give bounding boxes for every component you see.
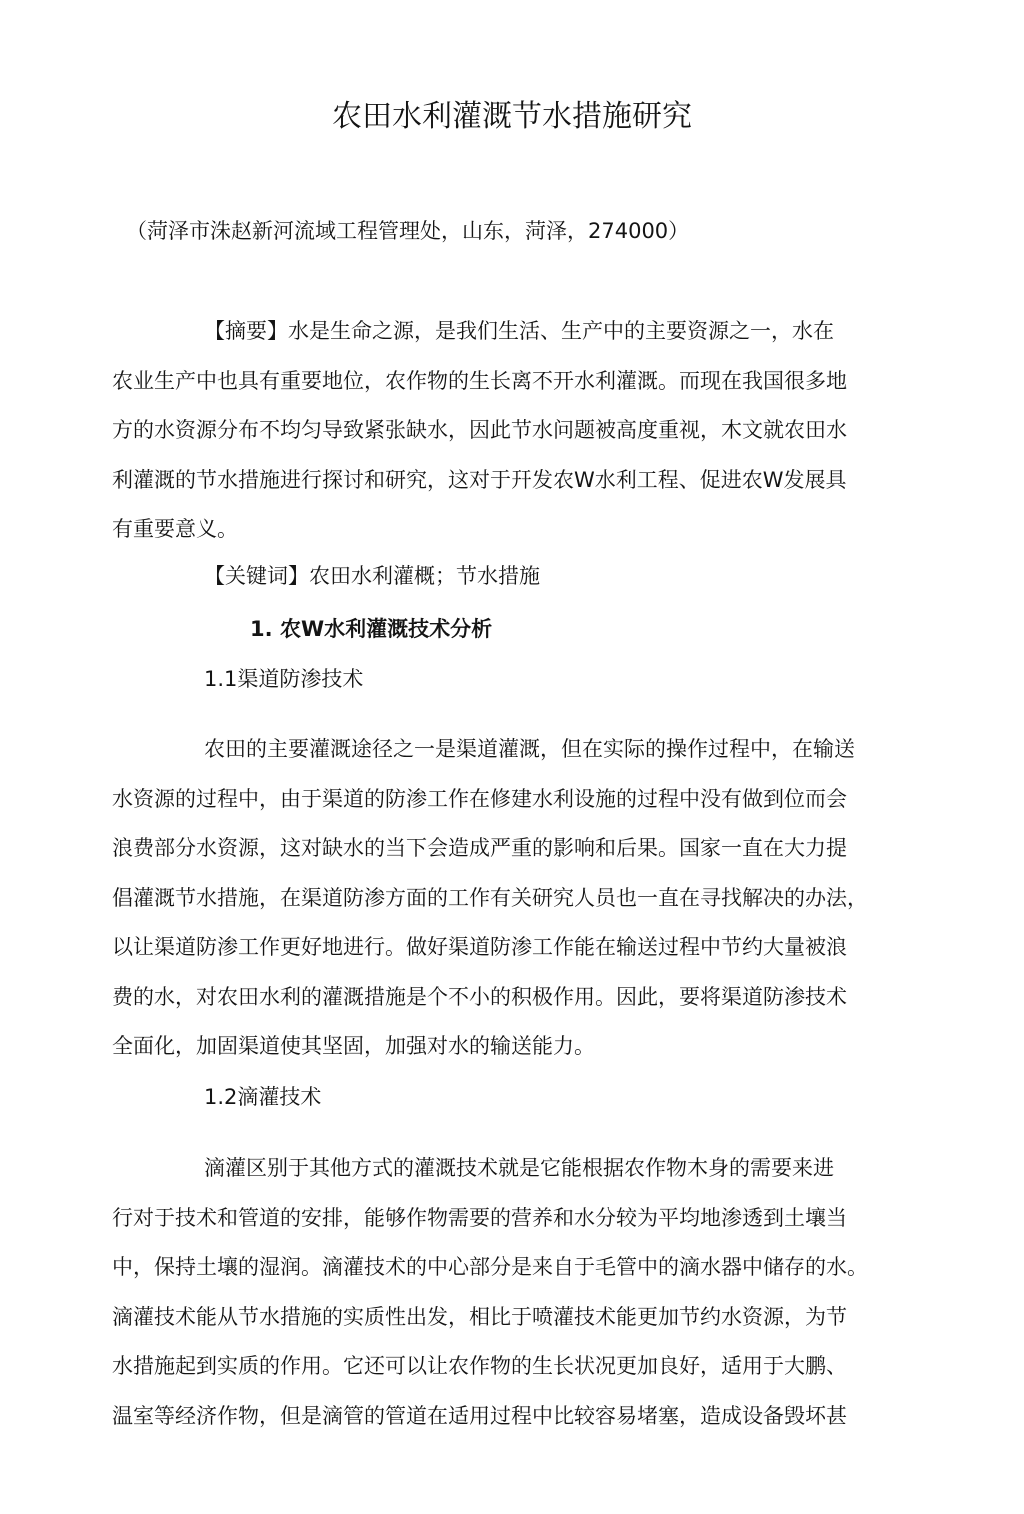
section-number: 1. — [250, 617, 273, 641]
keywords: 【关键词】农田水利灌概；节水措施 — [204, 564, 540, 588]
abstract-line: 利灌溉的节水措施进行探讨和研究，这对于幵发农W水利工程、促进农W发展具 — [112, 467, 847, 492]
abstract-line: 有重要意义。 — [112, 517, 238, 541]
body-line: 以让渠道防渗工作更好地进行。做好渠道防渗工作能在输送过程中节约大量被浪 — [112, 935, 847, 959]
body-line: 农田的主要灌溉途径之一是渠道灌溉，但在实际的操作过程中，在输送 — [204, 737, 855, 761]
body-line: 行对于技术和管道的安排，能够作物需要的营养和水分较为平均地渗透到土壤当 — [112, 1205, 847, 1230]
document-title: 农田水利灌溉节水措施研究 — [332, 99, 692, 134]
author-affiliation: （菏泽市洙赵新河流域工程管理处，山东，菏泽，274000） — [126, 219, 690, 243]
body-line: 浪费部分水资源，这对缺水的当下会造成严重的影响和后果。国家一直在大力提 — [112, 836, 847, 860]
subsection-1-1-paragraph — [112, 725, 912, 1072]
section-title: 农W水利灌溉技术分析 — [280, 617, 493, 641]
subsection-heading-1-1: 1.1渠道防渗技术 — [204, 667, 364, 691]
abstract-line: 农业生产中也具有重要地位，农作物的生长离不开水利灌溉。而现在我国很多地 — [112, 368, 847, 393]
subsection-heading-1-2: 1.2滴灌技术 — [204, 1085, 322, 1109]
body-line: 倡灌溉节水措施，在渠道防渗方面的工作有关研究人员也一直在寻找解决的办法， — [112, 885, 868, 910]
abstract-line: 方的水资源分布不均匀导致紧张缺水，因此节水问题被高度重视，木文就农田水 — [112, 418, 847, 442]
subsection-1-2-paragraph — [112, 1144, 912, 1441]
body-line: 费的水，对农田水利的灌溉措施是个不小的积极作用。因此，要将渠道防渗技术 — [112, 984, 847, 1009]
abstract-line: 【摘要】水是生命之源，是我们生活、生产中的主要资源之一，水在 — [204, 319, 834, 343]
section-heading-1 — [250, 614, 492, 644]
body-line: 滴灌技术能从节水措施的实质性出发，相比于喷灌技术能更加节约水资源，为节 — [112, 1304, 847, 1329]
abstract-paragraph — [112, 307, 912, 555]
body-line: 水资源的过程中，由于渠道的防渗工作在修建水利设施的过程中没有做到位而会 — [112, 786, 847, 811]
body-line: 滴灌区别于其他方式的灌溉技术就是它能根据农作物木身的需要来进 — [204, 1156, 834, 1180]
body-line: 全面化，加固渠道使其坚固，加强对水的输送能力。 — [112, 1034, 595, 1058]
body-line: 水措施起到实质的作用。它还可以让农作物的生长状况更加良好，适用于大鹏、 — [112, 1354, 847, 1378]
body-line: 中，保持土壤的湿润。滴灌技术的中心部分是来自于毛管中的滴水器中储存的水。 — [112, 1255, 868, 1279]
body-line: 温室等经济作物，但是滴管的管道在适用过程中比较容易堵塞，造成设备毁坏甚 — [112, 1403, 847, 1428]
